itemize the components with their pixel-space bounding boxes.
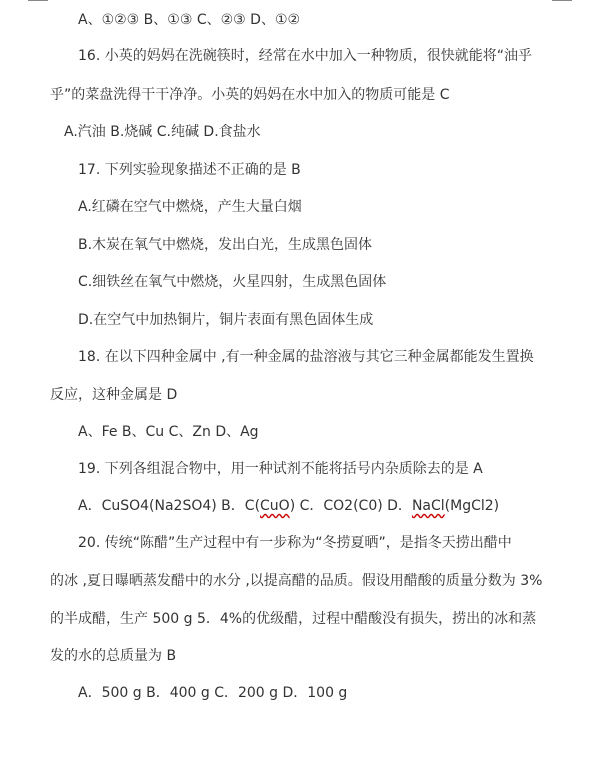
q19-option-c: ) C．CO2(C0) D． <box>289 498 412 514</box>
q19-option-a-b: A．CuSO4(Na2SO4) B．C( <box>78 498 261 514</box>
q20-stem-line2: 的冰 ,夏日曝晒蒸发醋中的水分 ,以提高醋的品质。假设用醋酸的质量分数为 3% <box>50 573 543 589</box>
q20-stem-line1: 20. 传统“陈醋”生产过程中有一步称为“冬捞夏晒”，是指冬天捞出醋中 <box>78 535 512 551</box>
q20-stem-line3: 的半成醋，生产 500 g 5．4%的优级醋，过程中醋酸没有损失，捞出的冰和蒸 <box>50 611 537 627</box>
q16-options: A.汽油 B.烧碱 C.纯碱 D.食盐水 <box>64 124 261 140</box>
q19-option-d-rest: (MgCl2) <box>444 498 500 514</box>
q17-option-b: B.木炭在氧气中燃烧，发出白光，生成黑色固体 <box>78 237 373 253</box>
q18-stem-line2: 反应，这种金属是 D <box>50 387 178 403</box>
q15-options: A、①②③ B、①③ C、②③ D、①② <box>78 12 301 28</box>
q19-compound-nacl: NaCl <box>411 498 445 514</box>
q17-option-a: A.红磷在空气中燃烧，产生大量白烟 <box>78 199 302 215</box>
q20-options: A．500 g B．400 g C．200 g D．100 g <box>78 685 348 701</box>
top-left-rule <box>28 0 48 1</box>
top-right-rule <box>552 0 572 1</box>
q17-option-d: D.在空气中加热铜片，铜片表面有黑色固体生成 <box>78 312 374 328</box>
q16-stem-line2: 乎”的菜盘洗得干干净净。小英的妈妈在水中加入的物质可能是 C <box>50 87 450 103</box>
q19-stem: 19. 下列各组混合物中，用一种试剂不能将括号内杂质除去的是 A <box>78 461 483 477</box>
q18-stem-line1: 18. 在以下四种金属中 ,有一种金属的盐溶液与其它三种金属都能发生置换 <box>78 349 534 365</box>
q19-impurity-cuo: CuO <box>260 498 290 514</box>
q17-option-c: C.细铁丝在氧气中燃烧，火星四射，生成黑色固体 <box>78 274 387 290</box>
q16-stem-line1: 16. 小英的妈妈在洗碗筷时，经常在水中加入一种物质，很快就能将“油乎 <box>78 48 532 64</box>
q20-stem-line4: 发的水的总质量为 B <box>50 648 177 664</box>
q17-stem: 17. 下列实验现象描述不正确的是 B <box>78 162 301 178</box>
q18-options: A、Fe B、Cu C、Zn D、Ag <box>78 424 259 440</box>
q19-options <box>78 496 499 516</box>
